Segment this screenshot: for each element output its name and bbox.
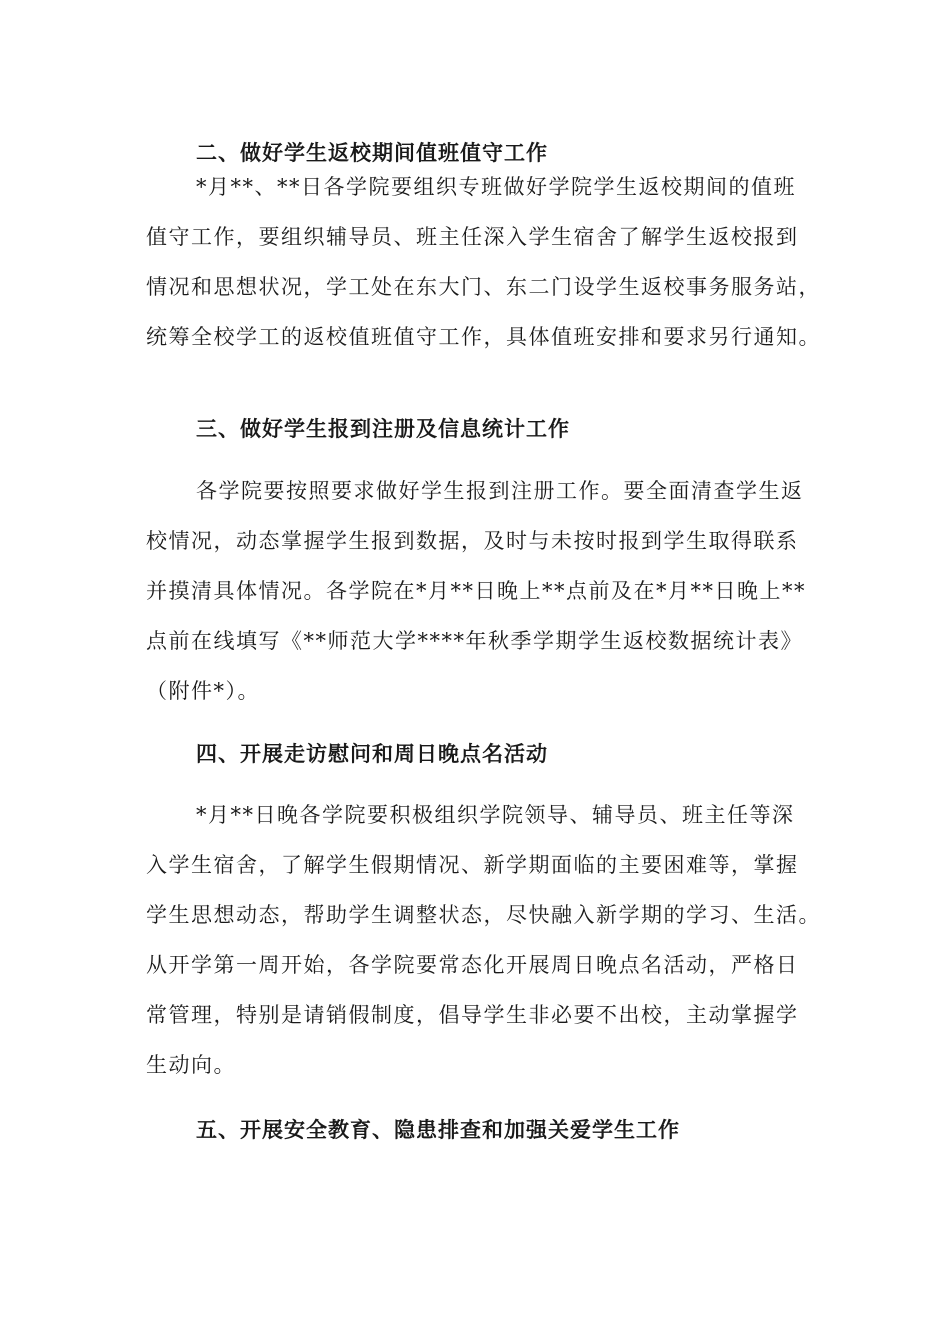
section-paragraph-2 <box>146 162 821 362</box>
paragraph-line: 点前在线填写《**师范大学****年秋季学期学生返校数据统计表》 <box>146 629 803 653</box>
paragraph-line: 生动向。 <box>146 1053 236 1077</box>
paragraph-line: 情况和思想状况，学工处在东大门、东二门设学生返校事务服务站， <box>146 275 821 299</box>
paragraph-line: 常管理，特别是请销假制度，倡导学生非必要不出校，主动掌握学 <box>146 1003 799 1027</box>
paragraph-line: *月**日晚各学院要积极组织学院领导、辅导员、班主任等深 <box>196 803 795 827</box>
paragraph-line: *月**、**日各学院要组织专班做好学院学生返校期间的值班 <box>196 175 796 199</box>
paragraph-line: 学生思想动态，帮助学生调整状态，尽快融入新学期的学习、生活。 <box>146 903 821 927</box>
paragraph-line: 入学生宿舍，了解学生假期情况、新学期面临的主要困难等，掌握 <box>146 853 799 877</box>
paragraph-line: （附件*）。 <box>146 679 260 703</box>
section-heading-4: 四、开展走访慰问和周日晚点名活动 <box>196 741 548 766</box>
paragraph-line: 校情况，动态掌握学生报到数据，及时与未按时报到学生取得联系 <box>146 529 799 553</box>
section-heading-2: 二、做好学生返校期间值班值守工作 <box>196 140 548 165</box>
paragraph-line: 统筹全校学工的返校值班值守工作，具体值班安排和要求另行通知。 <box>146 325 821 349</box>
section-heading-5: 五、开展安全教育、隐患排查和加强关爱学生工作 <box>196 1117 680 1142</box>
paragraph-line: 从开学第一周开始，各学院要常态化开展周日晚点名活动，严格日 <box>146 953 799 977</box>
section-paragraph-3 <box>146 466 816 716</box>
paragraph-line: 并摸清具体情况。各学院在*月**日晚上**点前及在*月**日晚上** <box>146 579 806 603</box>
section-heading-3: 三、做好学生报到注册及信息统计工作 <box>196 416 570 441</box>
section-paragraph-4 <box>146 790 821 1090</box>
paragraph-line: 各学院要按照要求做好学生报到注册工作。要全面清查学生返 <box>196 479 804 503</box>
paragraph-line: 值守工作，要组织辅导员、班主任深入学生宿舍了解学生返校报到 <box>146 225 799 249</box>
